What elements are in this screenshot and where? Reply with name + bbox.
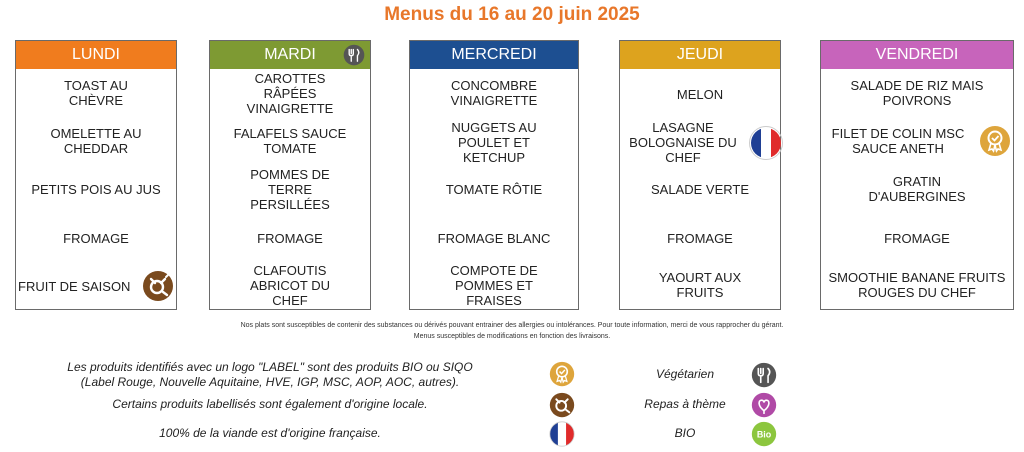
dish-item: TOAST AU CHÈVRE [64,78,128,108]
dish-item: FRUIT DE SAISON [18,278,131,294]
dish-item: COMPOTE DE POMMES ET FRAISES [450,262,538,308]
legend-french-meat-text: 100% de la viande est d'origine française. [159,426,381,440]
dish-item: SALADE VERTE [650,181,750,197]
day-column-monday [15,40,177,310]
day-header-tuesday: MARDI [210,41,370,69]
local-origin-icon [549,392,575,418]
page-title: Menus du 16 au 20 juin 2025 [384,4,640,25]
dish-item: CONCOMBRE VINAIGRETTE [450,78,538,108]
dish-item: CAROTTES RÂPÉES VINAIGRETTE [246,70,334,116]
dish-item: FALAFELS SAUCE TOMATE [233,126,347,156]
day-header-thursday: JEUDI [620,41,780,69]
label-icon [979,125,1011,157]
dish-item: GRATIN D'AUBERGINES [868,174,966,204]
dish-item: SMOOTHIE BANANE FRUITS ROUGES DU CHEF [828,270,1006,300]
theme-meal-icon [751,392,777,418]
french-meat-icon [749,126,783,160]
day-header-monday: LUNDI [16,41,176,69]
changes-note: Menus susceptibles de modifications en fonction des livraisons. [413,333,611,340]
bio-icon [751,421,777,447]
day-column-tuesday [209,40,371,310]
day-header-wednesday: MERCREDI [410,41,578,69]
dish-item: FROMAGE [257,230,323,246]
dish-item: MELON [676,86,724,102]
dish-item: TOMATE RÔTIE [445,181,543,197]
label-icon [549,361,575,387]
dish-item: OMELETTE AU CHEDDAR [50,126,142,156]
legend-label-text [40,360,500,390]
dish-item: FILET DE COLIN MSC SAUCE ANETH [831,126,965,156]
bio-logo-text: Bio [756,429,772,440]
legend-vegetarian-text: Végétarien [655,367,715,381]
day-column-wednesday [409,40,579,310]
dish-item: SALADE DE RIZ MAIS POIVRONS [850,78,984,108]
legend-label-line1: Les produits identifiés avec un logo "LABEL" sont des produits BIO ou SIQO [67,360,473,374]
legend-theme-text: Repas à thème [644,397,726,411]
day-column-friday [820,40,1014,310]
dish-item: FROMAGE BLANC [437,230,551,246]
dish-item: LASAGNE BOLOGNAISE DU CHEF [629,119,737,165]
day-column-thursday [619,40,781,310]
dish-item: YAOURT AUX FRUITS [658,270,742,300]
dish-item: FROMAGE [667,230,733,246]
vegetarian-icon [343,44,365,66]
allergen-note: Nos plats sont susceptibles de contenir des substances ou dérivés pouvant entrainer des allergies ou intolérances. Pour toute information, merci de vous rapprocher du gérant. [240,322,784,329]
legend-label-line2: (Label Rouge, Nouvelle Aquitaine, HVE, IGP, MSC, AOP, AOC, autres). [80,375,460,389]
day-header-friday: VENDREDI [821,41,1013,69]
french-meat-icon [549,421,575,447]
dish-item: CLAFOUTIS ABRICOT DU CHEF [250,262,330,308]
dish-item: NUGGETS AU POULET ET KETCHUP [451,119,537,165]
legend-bio-text: BIO [674,426,696,440]
dish-item: FROMAGE [884,230,950,246]
dish-item: PETITS POIS AU JUS [31,181,161,197]
vegetarian-icon [751,362,777,388]
legend-local-text: Certains produits labellisés sont également d'origine locale. [112,397,428,411]
dish-item: FROMAGE [63,230,129,246]
dish-item: POMMES DE TERRE PERSILLÉES [250,166,330,212]
local-origin-icon [142,270,174,302]
